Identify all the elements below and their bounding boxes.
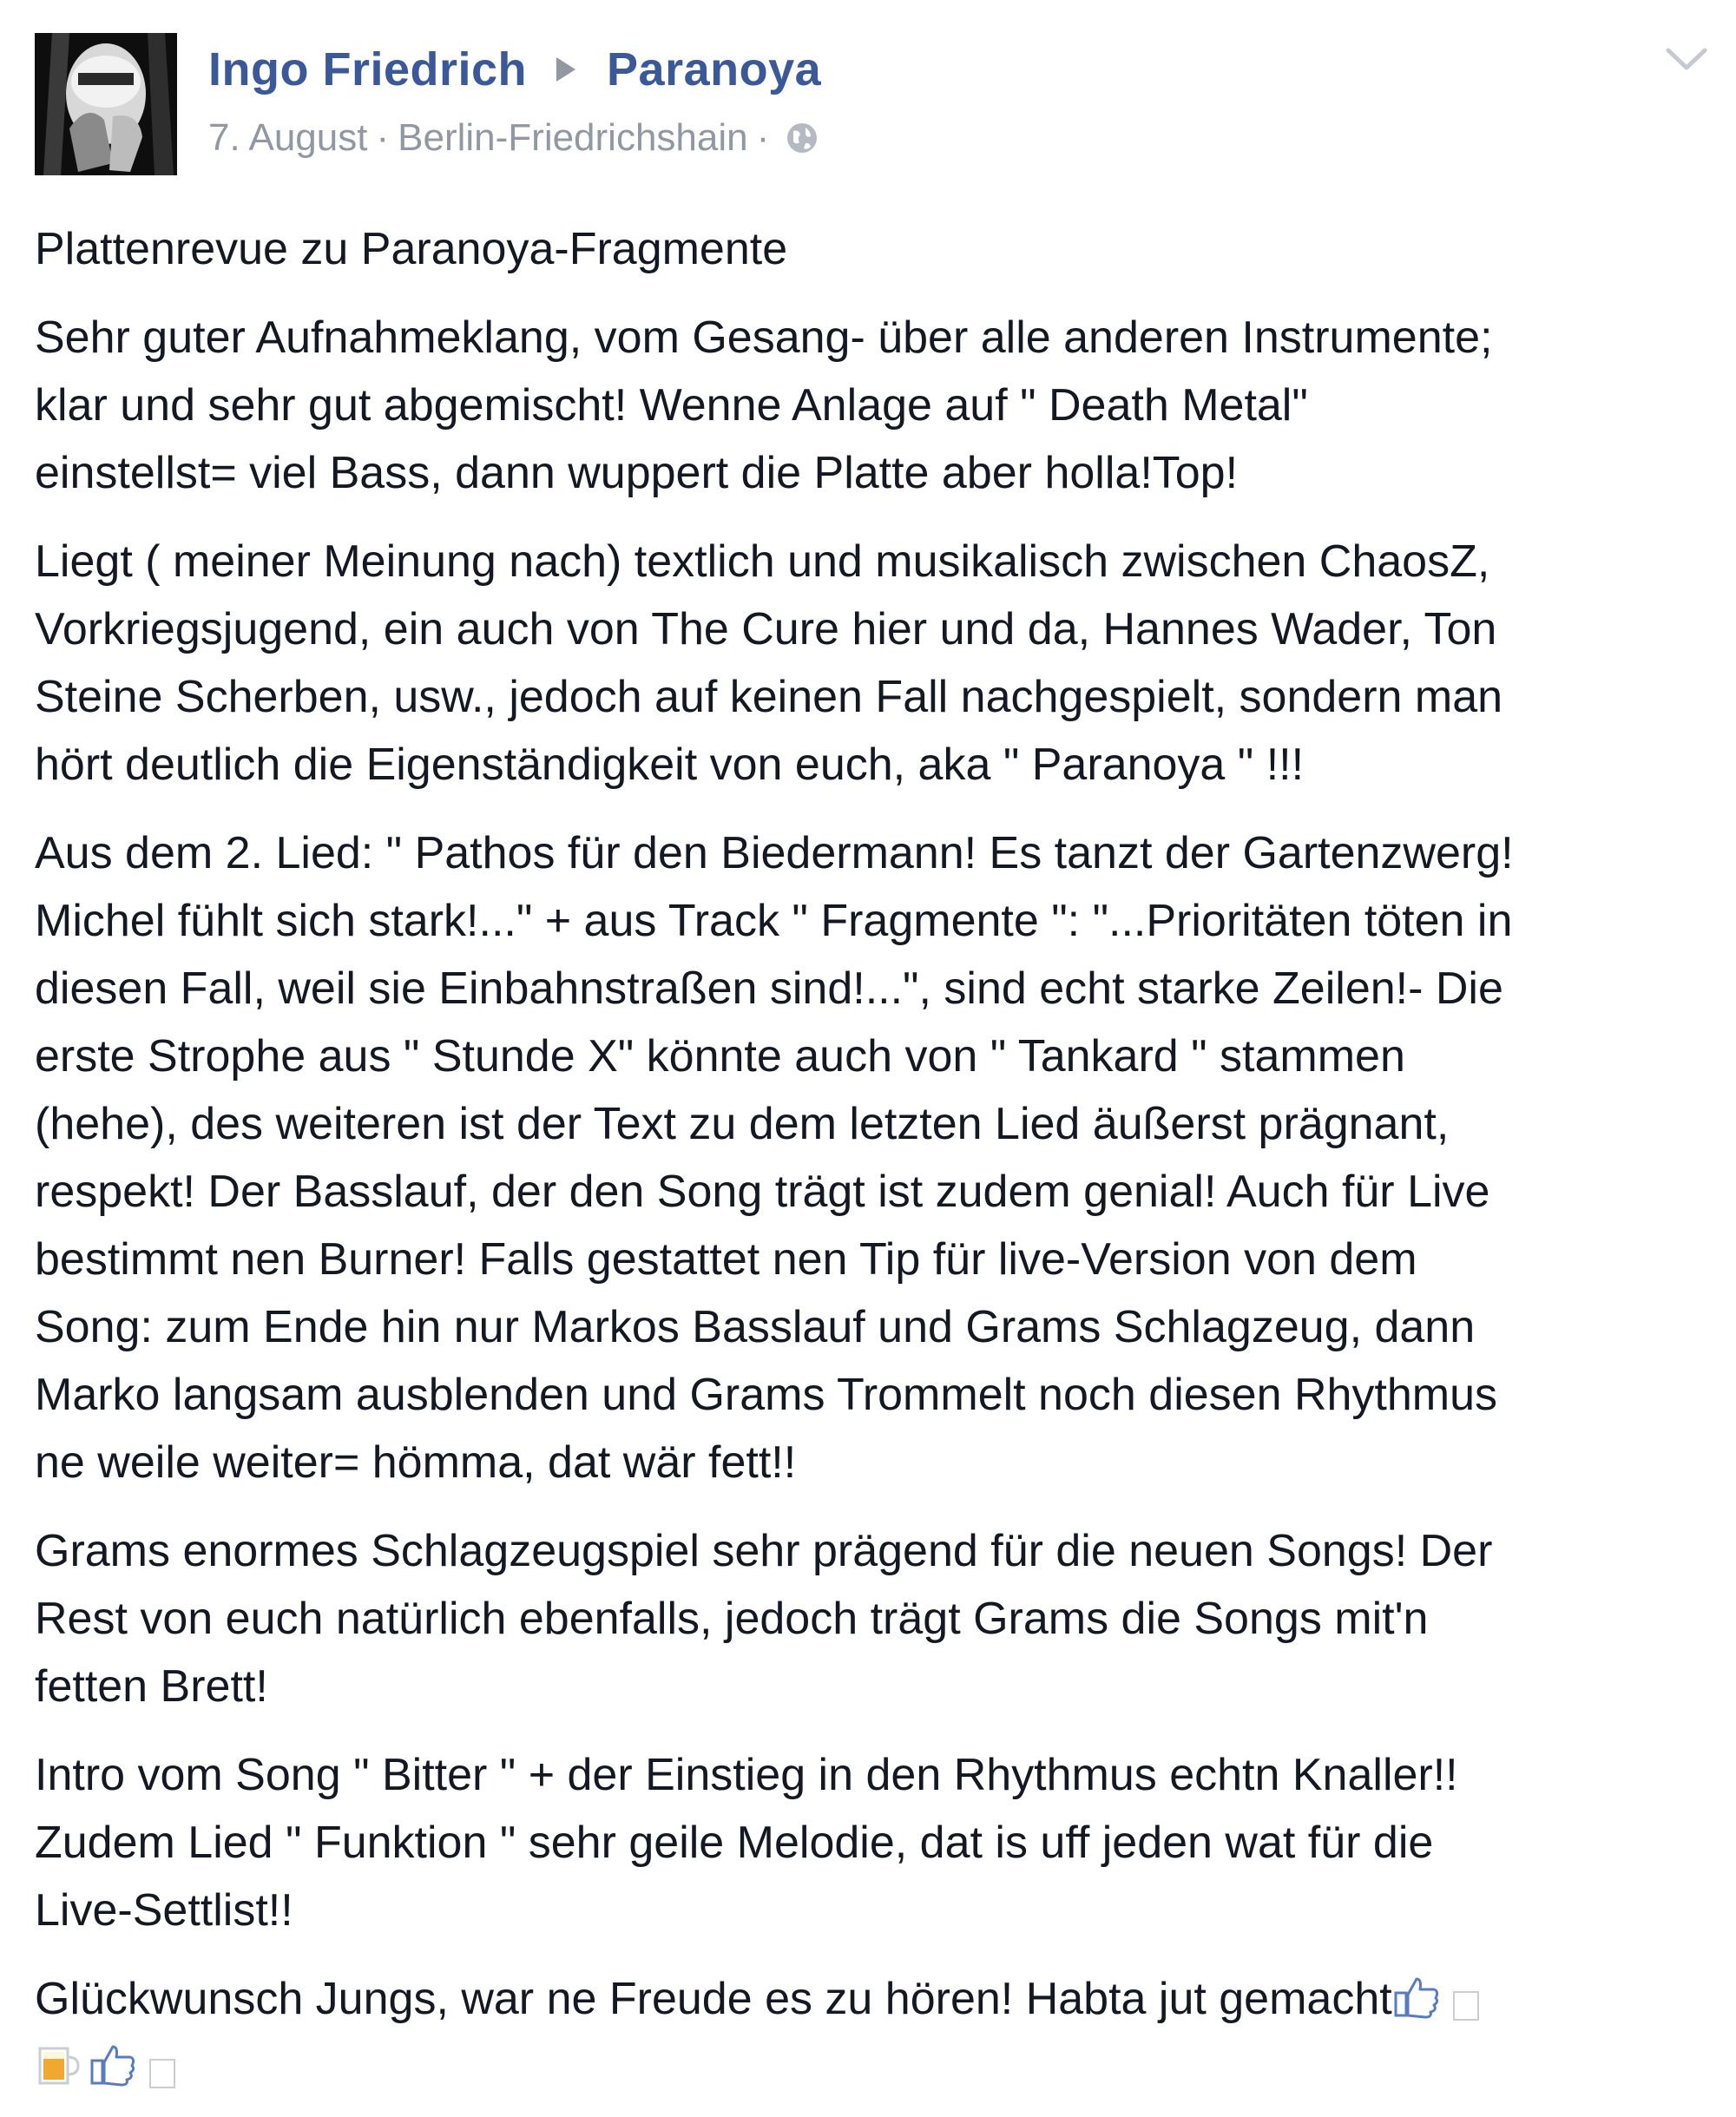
post-paragraph-6 — [35, 1965, 1710, 2033]
post-header — [208, 38, 821, 101]
post-meta — [208, 113, 819, 163]
post-paragraph-5: Intro vom Song " Bitter " + der Einstieg in den Rhythmus echtn Knaller!! Zudem Lied " Funktion " sehr geile Melodie, dat is uff jeden wat für die Live-Settlist!! — [35, 1750, 1458, 1936]
meta-separator: · — [756, 116, 770, 159]
post-paragraph-3: Aus dem 2. Lied: " Pathos für den Biedermann! Es tanzt der Gartenzwerg! Michel fühlt sich stark!..." + aus Track " Fragmente ": "...Prioritäten töten in diesen Fall, weil sie Einbahnstraßen sind!...", sind echt starke Zeilen!- Die erste Strophe aus " Stunde X" könnte auch von " Tankard " stammen (hehe), des weiteren ist der Text zu dem letzten Lied äußerst prägnant, respekt! Der Basslauf, der den Song trägt ist zudem genial! Auch für Live bestimmt nen Burner! Falls gestattet nen Tip für live-Version von dem Song: zum Ende hin nur Markos Basslauf und Grams Schlagzeug, dann Marko langsam ausblenden und Grams Trommelt noch diesen Rhythmus ne weile weiter= hömma, dat wär fett!! — [35, 828, 1514, 1488]
post-location-link[interactable]: Berlin-Friedrichshain — [398, 116, 748, 159]
globe-icon[interactable] — [785, 121, 819, 155]
author-avatar[interactable] — [35, 33, 177, 175]
post-paragraph-2: Liegt ( meiner Meinung nach) textlich und musikalisch zwischen ChaosZ, Vorkriegsjugend, ein auch von The Cure hier und da, Hannes Wader, Ton Steine Scherben, usw., jedoch auf keinen Fall nachgespielt, sondern man hört deutlich die Eigenständigkeit von euch, aka " Paranoya " !!! — [35, 536, 1503, 790]
meta-separator: · — [376, 116, 390, 159]
target-page-link[interactable]: Paranoya — [607, 43, 822, 95]
profile-photo-avatar — [35, 33, 177, 175]
arrow-right-icon — [556, 57, 575, 82]
post-date-link[interactable]: 7. August — [208, 116, 368, 159]
square-icon — [149, 2059, 175, 2088]
emoticon-group — [1392, 1972, 1479, 2021]
chevron-down-icon[interactable] — [1663, 42, 1710, 76]
post-body — [35, 215, 1710, 2101]
thumbs-up-icon — [1392, 1972, 1441, 2021]
post-emoticon-line — [35, 2033, 1710, 2101]
author-name-link[interactable]: Ingo Friedrich — [208, 43, 528, 95]
thumbs-up-icon — [89, 2040, 137, 2088]
post-title: Plattenrevue zu Paranoya-Fragmente — [35, 224, 788, 274]
beer-icon — [35, 2040, 83, 2088]
emoticon-group-2 — [35, 2040, 175, 2088]
post-paragraph-1: Sehr guter Aufnahmeklang, vom Gesang- über alle anderen Instrumente; klar und sehr gut abgemischt! Wenne Anlage auf " Death Metal" einstellst= viel Bass, dann wuppert die Platte aber holla!Top! — [35, 312, 1493, 498]
closing-text: Glückwunsch Jungs, war ne Freude es zu hören! Habta jut gemacht — [35, 1974, 1392, 2024]
square-icon — [1453, 1991, 1479, 2021]
post-paragraph-4: Grams enormes Schlagzeugspiel sehr prägend für die neuen Songs! Der Rest von euch natürlich ebenfalls, jedoch trägt Grams die Songs mit'n fetten Brett! — [35, 1526, 1493, 1712]
